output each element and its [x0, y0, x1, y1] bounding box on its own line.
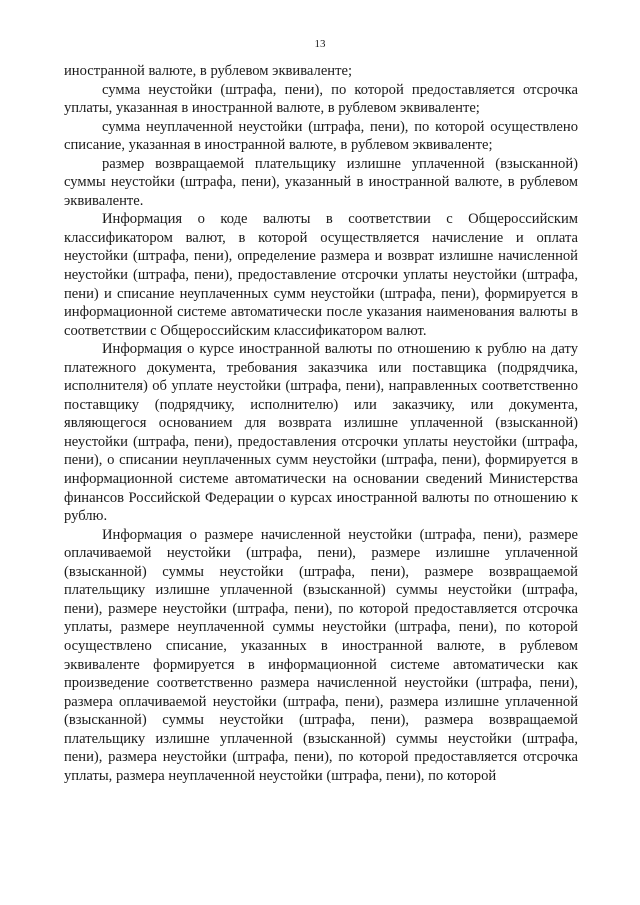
paragraph-4: размер возвращаемой плательщику излишне уплаченной (взысканной) суммы неустойки (штрафа, пени), указанный в иностранной валюте, в рублевом эквиваленте.: [64, 155, 578, 209]
paragraph-1: иностранной валюте, в рублевом эквиваленте;: [64, 63, 353, 79]
paragraph-5: Информация о коде валюты в соответствии с Общероссийским классификатором валют, в которой осуществляется начисление и оплата неустойки (штрафа, пени), определение размера и возврат излишне начисленной неустойки (штрафа, пени), предоставление отсрочки уплаты неустойки (штрафа, пени) и списание неуплаченных сумм неустойки (штрафа, пени), формируется в информационной системе автоматически после указания наименования валюты в соответствии с Общероссийским классификатором валют.: [64, 211, 578, 339]
page-number: 13: [314, 38, 326, 50]
paragraph-2: сумма неустойки (штрафа, пени), по которой предоставляется отсрочка уплаты, указанная в иностранной валюте, в рублевом эквиваленте;: [64, 81, 578, 117]
paragraph-6: Информация о курсе иностранной валюты по отношению к рублю на дату платежного документа, требования заказчика или поставщика (подрядчика, исполнителя) об уплате неустойки (штрафа, пени), направленных соответственно поставщику (подрядчику, исполнителю) или заказчику, или документа, являющегося основанием для возврата излишне уплаченной (взысканной) неустойки (штрафа, пени), предоставления отсрочки уплаты неустойки (штрафа, пени), о списании неуплаченных сумм неустойки (штрафа, пени), формируется в информационной системе автоматически на основании сведений Министерства финансов Российской Федерации о курсах иностранной валюты по отношению к рублю.: [64, 341, 578, 525]
paragraph-7: Информация о размере начисленной неустойки (штрафа, пени), размере оплачиваемой неустойки (штрафа, пени), размере излишне уплаченной (взысканной) суммы неустойки (штрафа, пени), размере возвращаемой плательщику излишне уплаченной (взысканной) суммы неустойки (штрафа, пени), размере неустойки (штрафа, пени), по которой предоставляется отсрочка уплаты, размере неуплаченной суммы неустойки (штрафа, пени), по которой осуществлено списание, указанных в иностранной валюте, в рублевом эквиваленте формируется в информационной системе автоматически как произведение соответственно размера начисленной неустойки (штрафа, пени), размера оплачиваемой неустойки (штрафа, пени), размера излишне уплаченной (взысканной) суммы неустойки (штрафа, пени), размера возвращаемой плательщику излишне уплаченной (взысканной) суммы неустойки (штрафа, пени), размера неустойки (штрафа, пени), по которой предоставляется отсрочка уплаты, размера неуплаченной неустойки (штрафа, пени), по которой: [64, 526, 578, 784]
document-body: [64, 62, 578, 785]
paragraph-3: сумма неуплаченной неустойки (штрафа, пени), по которой осуществлено списание, указанная в иностранной валюте, в рублевом эквиваленте;: [64, 118, 578, 154]
